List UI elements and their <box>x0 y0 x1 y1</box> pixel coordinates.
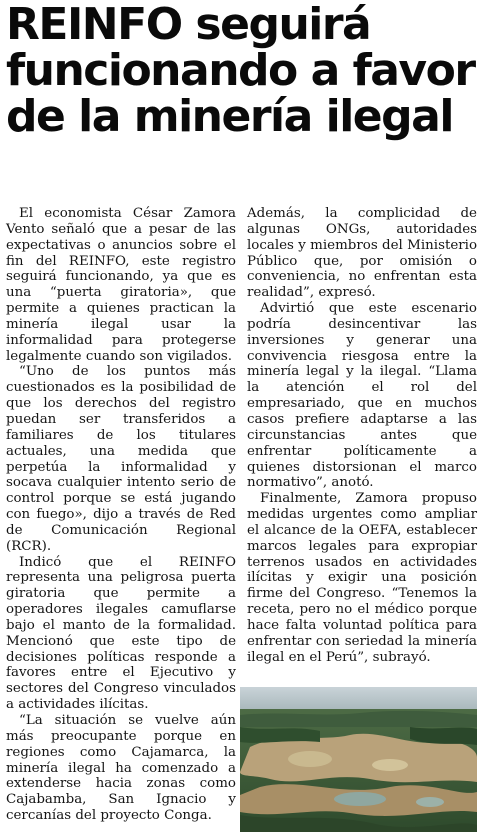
article-column-right <box>247 206 477 665</box>
article-paragraph: Indicó que el REINFO representa una peligrosa puerta giratoria que permite a operadores ilegales camuflarse bajo el manto de la formalidad. Mencionó que este tipo de decisiones políticas responde a favores entre el Ejecutivo y sectores del Congreso vinculados a actividades ilícitas. <box>6 554 236 713</box>
article-paragraph: “Uno de los puntos más cuestionados es la posibilidad de que los derechos del registro puedan ser transferidos a familiares de los titulares actuales, una medida que perpetúa la informalidad y socava cualquier intento serio de control porque se está jugando con fuego», dijo a través de Red de Comunicación Regional (RCR). <box>6 364 236 554</box>
article-headline: REINFO seguirá funcionando a favor de la minería ilegal <box>6 0 475 142</box>
aerial-landscape-image <box>240 687 477 832</box>
article-paragraph-continuation: Además, la complicidad de algunas ONGs, autoridades locales y miembros del Ministerio Público que, por omisión o conveniencia, no enfrentan esta realidad”, expresó. <box>247 206 477 301</box>
mining-aerial-photo <box>240 687 477 832</box>
article-paragraph: Advirtió que este escenario podría desincentivar las inversiones y generar una convivencia riesgosa entre la minería legal y la ilegal. “Llama la atención el rol del empresariado, que en muchos casos prefiere adaptarse a las circunstancias antes que enfrentar políticamente a quienes distorsionan el marco normativo”, anotó. <box>247 301 477 491</box>
article-paragraph: El economista César Zamora Vento señaló que a pesar de las expectativas o anuncios sobre el fin del REINFO, este registro seguirá funcionando, ya que es una “puerta giratoria», que permite a quienes practican la minería ilegal usar la informalidad para protegerse legalmente cuando son vigilados. <box>6 206 236 364</box>
article-paragraph: “La situación se vuelve aún más preocupante porque en regiones como Cajamarca, la minería ilegal ha comenzado a extenderse hacia zonas como Cajabamba, San Ignacio y cercanías del proyecto Conga. <box>6 713 236 824</box>
article-paragraph: Finalmente, Zamora propuso medidas urgentes como ampliar el alcance de la OEFA, establecer marcos legales para expropiar terrenos usados en actividades ilícitas y exigir una posición firme del Congreso. “Tenemos la receta, pero no el médico porque hace falta voluntad política para enfrentar con seriedad la minería ilegal en el Perú”, subrayó. <box>247 491 477 665</box>
article-column-left <box>6 206 236 824</box>
